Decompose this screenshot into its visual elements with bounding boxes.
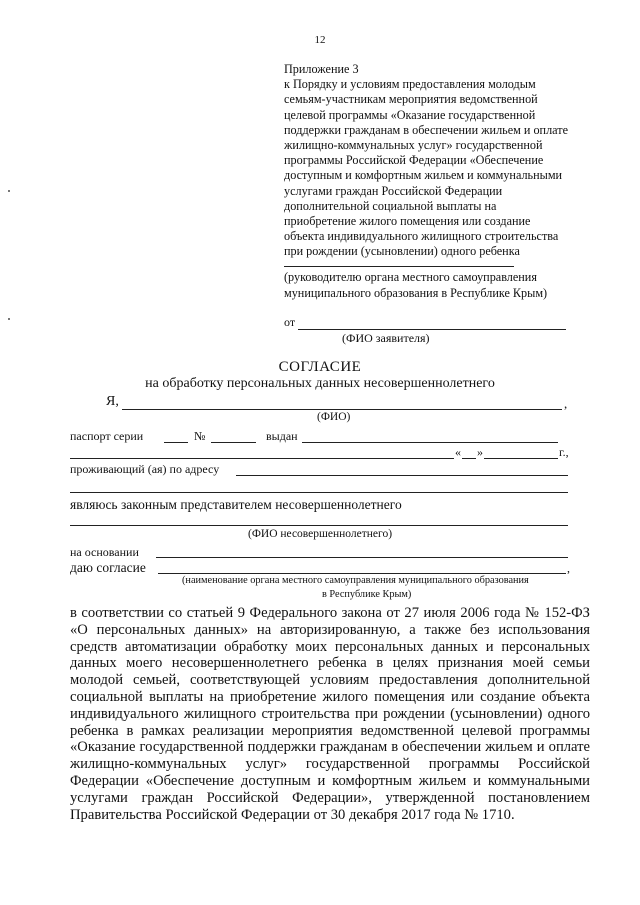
appendix-line: Приложение 3 <box>284 62 359 76</box>
appendix-line: жилищно-коммунальных услуг» государственной <box>284 138 543 153</box>
passport-number-field[interactable] <box>211 442 256 443</box>
date-open-quote: « <box>455 445 461 459</box>
appendix-header <box>284 62 568 260</box>
date-close-quote: » <box>477 445 483 459</box>
appendix-line: доступным и комфортным жильем и коммунальными <box>284 168 563 183</box>
addressee-blank-line[interactable] <box>284 266 514 267</box>
minor-fio-field[interactable] <box>70 525 568 526</box>
address-field[interactable] <box>236 475 568 476</box>
applicant-fio-caption: (ФИО заявителя) <box>342 331 430 345</box>
issue-month-year-field[interactable] <box>484 458 558 459</box>
fio-comma: , <box>564 396 568 411</box>
passport-series-label: паспорт серии <box>70 429 144 443</box>
passport-series-field[interactable] <box>164 442 188 443</box>
addressee-caption-line: (руководителю органа местного самоуправления <box>284 270 537 284</box>
consent-label: даю согласие <box>70 560 146 575</box>
minor-fio-caption: (ФИО несовершеннолетнего) <box>248 528 393 540</box>
consent-org-field[interactable] <box>158 573 566 574</box>
org-caption-line2: в Республике Крым) <box>322 589 412 600</box>
document-subtitle: на обработку персональных данных несовершеннолетнего <box>145 376 495 391</box>
fio-field[interactable] <box>122 409 562 410</box>
appendix-line: дополнительной социальной выплаты на <box>284 198 497 213</box>
appendix-line: поддержки гражданам в обеспечении жильем и оплате <box>284 122 568 137</box>
appendix-line: целевой программы «Оказание государственной <box>284 107 536 122</box>
appendix-line: семьям-участникам мероприятия ведомственной <box>284 92 538 107</box>
page-number: 12 <box>314 34 326 46</box>
document-title: СОГЛАСИЕ <box>278 359 362 375</box>
address-label: проживающий (ая) по адресу <box>70 462 220 476</box>
scan-artifact <box>8 190 10 192</box>
from-label: от <box>284 315 296 329</box>
issue-day-field[interactable] <box>462 458 476 459</box>
appendix-line: объекта индивидуального жилищного строительства <box>284 229 559 244</box>
issued-by-field[interactable] <box>302 442 558 443</box>
org-caption-line1: (наименование органа местного самоуправления муниципального образования <box>182 575 529 586</box>
scan-artifact <box>8 318 10 320</box>
passport-number-label: № <box>194 429 206 443</box>
year-suffix: г., <box>559 445 569 459</box>
representative-text: являюсь законным представителем несовершеннолетнего <box>70 497 402 512</box>
address-field-continued[interactable] <box>70 492 568 493</box>
basis-field[interactable] <box>156 557 568 558</box>
ya-label: Я, <box>106 394 119 409</box>
basis-label: на основании <box>70 545 139 559</box>
consent-body <box>70 605 590 823</box>
issued-label: выдан <box>266 429 298 443</box>
appendix-line: услугами граждан Российской Федерации <box>284 183 503 198</box>
appendix-line: программы Российской Федерации «Обеспечение <box>284 153 544 168</box>
applicant-fio-field[interactable] <box>298 329 566 330</box>
addressee-caption-line: муниципального образования в Республике Крым) <box>284 285 548 300</box>
consent-body-paragraph: в соответствии со статьей 9 Федерального закона от 27 июля 2006 года № 152-ФЗ «О персональных данных» на авторизированную, а также без использования средств автоматизации обработку моих персональных данных и персональных данных моего несовершеннолетнего ребенка в целях признания моей семьи молодой семьей, соответствующей условиям предоставления дополнительной социальной выплаты на приобретение жилого помещения или создание объекта индивидуального жилищного строительства при рождении (усыновлении) одного ребенка в рамках реализации мероприятия ведомственной целевой программы «Оказание государственной поддержки гражданам в обеспечении жильем и оплате жилищно-коммунальных услуг» государственной программы Российской Федерации «Обеспечение доступным и комфортным жильем и коммунальными услугами граждан Российской Федерации», утвержденной постановлением Правительства Российской Федерации от 30 декабря 2017 года № 1710. <box>70 605 590 823</box>
appendix-line: при рождении (усыновлении) одного ребенка <box>284 244 520 259</box>
appendix-line: приобретение жилого помещения или создание <box>284 214 531 229</box>
appendix-line: к Порядку и условиям предоставления молодым <box>284 77 536 92</box>
addressee-caption <box>284 270 547 301</box>
issued-by-field-continued[interactable] <box>70 458 454 459</box>
consent-comma: , <box>567 561 570 575</box>
fio-caption: (ФИО) <box>317 411 351 423</box>
